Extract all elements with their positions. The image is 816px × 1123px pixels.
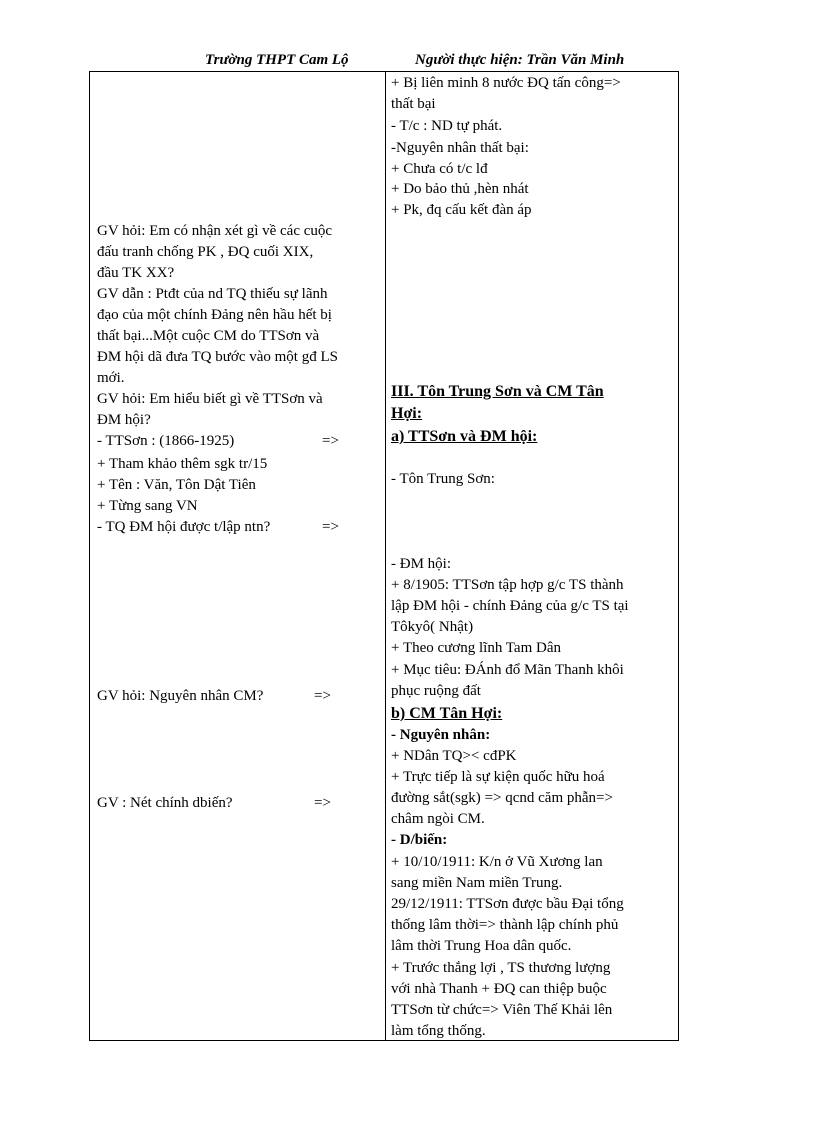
left-line: thất bại...Một cuộc CM do TTSơn và: [97, 328, 320, 344]
arrow: =>: [322, 433, 339, 449]
left-line: + Tham khảo thêm sgk tr/15: [97, 456, 268, 472]
right-line: đường sắt(sgk) => qcnd căm phẫn=>: [391, 790, 613, 806]
right-line: châm ngòi CM.: [391, 811, 485, 827]
left-line: GV hỏi: Em có nhận xét gì về các cuộc: [97, 223, 333, 239]
left-line: ĐM hội dã đưa TQ bước vào một gđ LS: [97, 349, 338, 365]
subsection-heading: a) TTSơn và ĐM hội:: [391, 428, 538, 445]
arrow: =>: [314, 795, 331, 811]
content-column: [386, 72, 678, 1040]
right-line: lâm thời Trung Hoa dân quốc.: [391, 938, 572, 954]
right-line: - T/c : ND tự phát.: [391, 118, 503, 134]
arrow: =>: [314, 688, 331, 704]
right-line: với nhà Thanh + ĐQ can thiệp buộc: [391, 981, 607, 997]
left-line: GV dẫn : Ptđt của nd TQ thiếu sự lãnh: [97, 286, 328, 302]
right-line: - Tôn Trung Sơn:: [391, 471, 495, 487]
right-line: + Trước thắng lợi , TS thương lượng: [391, 960, 611, 976]
right-line: + Theo cương lĩnh Tam Dân: [391, 640, 561, 656]
author-name: Người thực hiện: Trần Văn Minh: [415, 52, 625, 68]
right-line: -Nguyên nhân thất bại:: [391, 140, 529, 156]
right-line: - ĐM hội:: [391, 556, 451, 572]
arrow: =>: [322, 519, 339, 535]
left-line: - TQ ĐM hội được t/lập ntn?: [97, 519, 271, 535]
teacher-activity-column: [90, 72, 384, 1040]
right-line: thống lâm thời=> thành lập chính phủ: [391, 917, 619, 933]
left-line: GV hỏi: Em hiểu biết gì về TTSơn và: [97, 391, 323, 407]
right-line: sang miền Nam miền Trung.: [391, 875, 563, 891]
right-line: lập ĐM hội - chính Đảng của g/c TS tại: [391, 598, 629, 614]
left-line: đấu tranh chống PK , ĐQ cuối XIX,: [97, 244, 314, 260]
right-line: 29/12/1911: TTSơn được bầu Đại tổng: [391, 896, 624, 912]
left-line: + Tên : Văn, Tôn Dật Tiên: [97, 477, 256, 493]
right-line: + Pk, đq cấu kết đàn áp: [391, 202, 532, 218]
right-line: + Chưa có t/c lđ: [391, 161, 488, 177]
right-line: - D/biến:: [391, 832, 448, 848]
right-line: + Mục tiêu: ĐÁnh đổ Mãn Thanh khôi: [391, 662, 624, 678]
lesson-table: [89, 71, 679, 1041]
left-line: đầu TK XX?: [97, 265, 175, 281]
left-line: - TTSơn : (1866-1925): [97, 433, 235, 449]
left-line: GV : Nét chính dbiến?: [97, 795, 233, 811]
right-line: phục ruộng đất: [391, 683, 481, 699]
right-line: + Bị liên minh 8 nước ĐQ tấn công=>: [391, 75, 621, 91]
right-line: + Do bảo thủ ,hèn nhát: [391, 181, 529, 197]
right-line: + 8/1905: TTSơn tập hợp g/c TS thành: [391, 577, 624, 593]
right-line: + 10/10/1911: K/n ở Vũ Xương lan: [391, 854, 603, 870]
subsection-heading: b) CM Tân Hợi:: [391, 705, 503, 722]
left-line: đạo của một chính Đảng nên hầu hết bị: [97, 307, 332, 323]
left-line: mới.: [97, 370, 125, 386]
left-line: GV hỏi: Nguyên nhân CM?: [97, 688, 264, 704]
section-heading: III. Tôn Trung Sơn và CM Tân: [391, 383, 604, 400]
left-line: ĐM hội?: [97, 412, 151, 428]
section-heading: Hợi:: [391, 405, 423, 422]
right-line: làm tổng thống.: [391, 1023, 486, 1039]
right-line: + Trực tiếp là sự kiện quốc hữu hoá: [391, 769, 605, 785]
right-line: thất bại: [391, 96, 436, 112]
left-line: + Từng sang VN: [97, 498, 198, 514]
page-header: [0, 52, 816, 72]
right-line: TTSơn từ chức=> Viên Thế Khải lên: [391, 1002, 613, 1018]
right-line: Tôkyô( Nhật): [391, 619, 474, 635]
right-line: + NDân TQ>< cđPK: [391, 748, 517, 764]
school-name: Trường THPT Cam Lộ: [205, 52, 349, 68]
right-line: - Nguyên nhân:: [391, 727, 491, 743]
